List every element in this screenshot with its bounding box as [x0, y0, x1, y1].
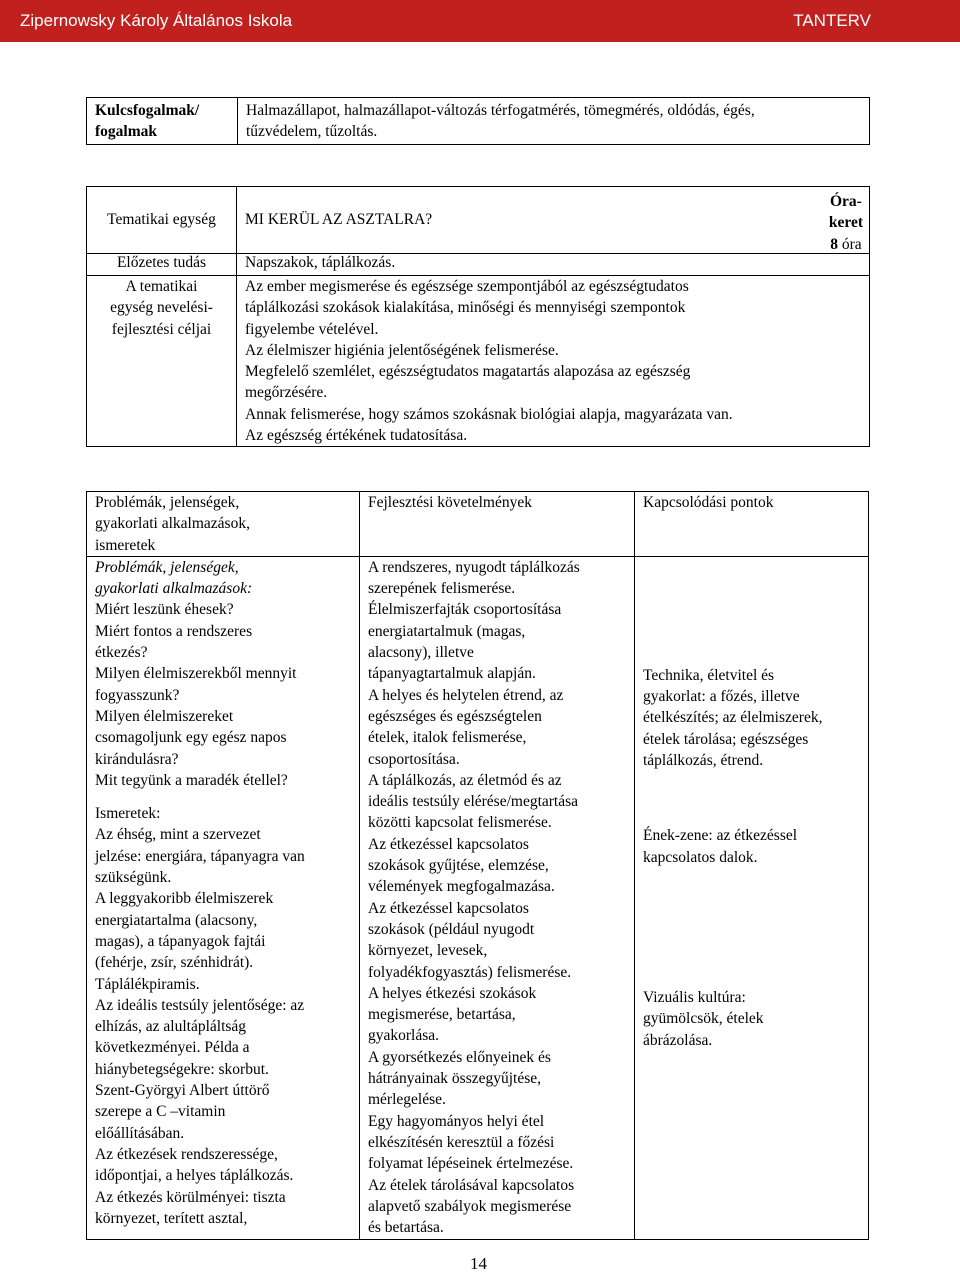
header-line: Kapcsolódási pontok — [643, 494, 774, 511]
requirement-line: Az étkezéssel kapcsolatos — [368, 899, 529, 917]
unit-title: MI KERÜL AZ ASZTALRA? — [245, 211, 433, 228]
problemak-column — [87, 556, 360, 1239]
requirement-line: Az étkezéssel kapcsolatos — [368, 835, 529, 853]
celok-label-line: fejlesztési céljai — [111, 320, 212, 338]
cel-line: táplálkozási szokások kialakítása, minőségi és mennyiségi szempontok — [245, 299, 686, 317]
requirement-line: ideális testsúly elérése/megtartása — [368, 793, 579, 811]
ismeret-line: elhízás, az alultápláltság — [95, 1018, 247, 1036]
document-type: TANTERV — [793, 11, 871, 30]
requirement-line: energiatartalmuk (magas, — [368, 622, 526, 640]
orakeret-hours: 8 — [830, 235, 838, 253]
page-number: 14 — [470, 1254, 487, 1273]
orakeret-label-2: keret — [828, 214, 863, 232]
column-header-fejlesztesi — [360, 492, 635, 557]
elozetes-tudas-value: Napszakok, táplálkozás. — [237, 254, 870, 276]
kulcsfogalmak-value — [238, 98, 870, 145]
question-line: Milyen élelmiszerekből mennyit — [95, 665, 297, 683]
kulcsfogalmak-label — [87, 98, 238, 145]
ismeret-line: magas), a tápanyagok fajtái — [95, 932, 266, 950]
requirement-line: alapvető szabályok megismerése — [368, 1197, 572, 1215]
fejlesztesi-column — [360, 556, 635, 1239]
requirement-line: Élelmiszerfajták csoportosítása — [368, 601, 562, 619]
requirement-line: vélemények megfogalmazása. — [368, 878, 555, 896]
requirement-line: A táplálkozás, az életmód és az — [368, 771, 562, 789]
elozetes-tudas-label: Előzetes tudás — [87, 254, 237, 276]
celok-label-line: egység nevelési- — [110, 299, 213, 317]
ismeret-line: előállításában. — [95, 1124, 185, 1142]
ismeret-line: következményei. Példa a — [95, 1039, 250, 1057]
celok-label-line: A tematikai — [125, 278, 198, 295]
requirement-line: folyadékfogyasztás) felismerése. — [368, 963, 572, 981]
requirement-line: gyakorlása. — [368, 1027, 440, 1045]
requirement-line: mérlegelése. — [368, 1091, 446, 1109]
question-line: Milyen élelmiszereket — [95, 707, 234, 725]
italic-heading: gyakorlati alkalmazások: — [95, 580, 253, 598]
ismeret-line: Táplálékpiramis. — [95, 975, 200, 993]
ismeret-line: A leggyakoribb élelmiszerek — [95, 890, 274, 908]
tematikai-egyseg-table — [86, 186, 870, 447]
ismeretek-label: Ismeretek: — [95, 805, 161, 823]
requirement-line: folyamat lépéseinek értelmezése. — [368, 1155, 574, 1173]
orakeret-label-1: Óra- — [829, 193, 862, 210]
requirement-line: alacsony), illetve — [368, 644, 474, 662]
cel-line: Megfelelő szemlélet, egészségtudatos magatartás alapozása az egészség — [245, 363, 691, 381]
orakeret-unit: óra — [841, 235, 862, 253]
content-table — [86, 491, 869, 1240]
connection-line: ábrázolása. — [643, 1031, 713, 1049]
column-header-problemak — [87, 492, 360, 557]
kulcs-value-line: tűzvédelem, tűzoltás. — [246, 123, 378, 141]
ismeret-line: Szent-Györgyi Albert úttörő — [95, 1082, 270, 1100]
kapcsolodasi-column — [635, 556, 869, 1239]
question-line: étkezés? — [95, 644, 148, 662]
requirement-line: A rendszeres, nyugodt táplálkozás — [368, 558, 580, 576]
question-line: kirándulásra? — [95, 750, 179, 768]
requirement-line: ételek, italok felismerése, — [368, 729, 527, 747]
header-bar — [0, 0, 960, 42]
kulcs-value-line: Halmazállapot, halmazállapot-változás térfogatmérés, tömegmérés, oldódás, égés, — [246, 102, 755, 119]
header-line: Problémák, jelenségek, — [95, 494, 240, 511]
tematikai-egyseg-title-cell — [237, 187, 870, 254]
ismeret-line: szükségünk. — [95, 869, 172, 887]
requirement-line: A helyes étkezési szokások — [368, 984, 537, 1002]
ismeret-line: Az ideális testsúly jelentősége: az — [95, 996, 305, 1014]
ismeret-line: szerepe a C –vitamin — [95, 1103, 226, 1121]
requirement-line: Az ételek tárolásával kapcsolatos — [368, 1176, 575, 1194]
header-line: gyakorlati alkalmazások, — [95, 515, 250, 533]
cel-line: Annak felismerése, hogy számos szokásnak biológiai alapja, magyarázata van. — [245, 405, 733, 423]
kulcs-label-line: fogalmak — [95, 123, 157, 141]
orakeret — [829, 191, 863, 255]
ismeret-line: Az éhség, mint a szervezet — [95, 826, 261, 844]
question-line: csomagoljunk egy egész napos — [95, 729, 287, 747]
celok-value — [237, 276, 870, 447]
requirement-line: A gyorsétkezés előnyeinek és — [368, 1048, 551, 1066]
connection-line: gyümölcsök, ételek — [643, 1010, 764, 1028]
celok-label — [87, 276, 237, 447]
requirement-line: csoportosítása. — [368, 750, 460, 768]
connection-line: Vizuális kultúra: — [643, 988, 746, 1006]
requirement-line: közötti kapcsolat felismerése. — [368, 814, 552, 832]
header-line: ismeretek — [95, 536, 156, 554]
requirement-line: környezet, levesek, — [368, 942, 488, 960]
ismeret-line: (fehérje, zsír, szénhidrát). — [95, 954, 254, 972]
cel-line: Az egészség értékének tudatosítása. — [245, 427, 468, 445]
ismeret-line: jelzése: energiára, tápanyagra van — [95, 847, 305, 865]
ismeret-line: hiánybetegségekre: skorbut. — [95, 1060, 269, 1078]
school-name: Zipernowsky Károly Általános Iskola — [20, 11, 293, 30]
requirement-line: tápanyagtartalmuk alapján. — [368, 665, 536, 683]
requirement-line: megismerése, betartása, — [368, 1006, 516, 1024]
requirement-line: szerepének felismerése. — [368, 580, 516, 598]
connection-line: ételkészítés; az élelmiszerek, — [643, 709, 823, 727]
connection-line: kapcsolatos dalok. — [643, 848, 758, 866]
kulcsfogalmak-table — [86, 97, 870, 145]
ismeret-line: környezet, terített asztal, — [95, 1209, 248, 1227]
kulcs-label-line: Kulcsfogalmak/ — [95, 102, 200, 119]
ismeret-line: Az étkezés körülményei: tiszta — [95, 1188, 286, 1206]
cel-line: Az élelmiszer higiénia jelentőségének felismerése. — [245, 341, 559, 359]
connection-line: ételek tárolása; egészséges — [643, 730, 809, 748]
ismeret-line: időpontjai, a helyes táplálkozás. — [95, 1167, 294, 1185]
requirement-line: hátrányainak összegyűjtése, — [368, 1070, 542, 1088]
requirement-line: elkészítésén keresztül a főzési — [368, 1133, 555, 1151]
question-line: fogyasszunk? — [95, 686, 180, 704]
requirement-line: egészséges és egészségtelen — [368, 707, 542, 725]
cel-line: megőrzésére. — [245, 384, 328, 402]
question-line: Miért fontos a rendszeres — [95, 622, 253, 640]
connection-line: Ének-zene: az étkezéssel — [643, 827, 798, 845]
column-header-kapcsolodasi — [635, 492, 869, 557]
ismeret-line: Az étkezések rendszeressége, — [95, 1145, 278, 1163]
requirement-line: Egy hagyományos helyi étel — [368, 1112, 545, 1130]
question-line: Miért leszünk éhesek? — [95, 601, 234, 619]
ismeret-line: energiatartalma (alacsony, — [95, 911, 258, 929]
connection-line: gyakorlat: a főzés, illetve — [643, 688, 800, 706]
cel-line: Az ember megismerése és egészsége szempontjából az egészségtudatos — [245, 278, 689, 295]
cel-line: figyelembe vételével. — [245, 320, 379, 338]
requirement-line: szokások (például nyugodt — [368, 920, 535, 938]
requirement-line: és betartása. — [368, 1219, 444, 1237]
header-line: Fejlesztési követelmények — [368, 494, 532, 511]
requirement-line: A helyes és helytelen étrend, az — [368, 686, 564, 704]
connection-line: táplálkozás, étrend. — [643, 752, 764, 770]
italic-heading: Problémák, jelenségek, — [95, 558, 239, 576]
connection-line: Technika, életvitel és — [643, 666, 775, 684]
question-line: Mit tegyünk a maradék étellel? — [95, 771, 288, 789]
tematikai-egyseg-label: Tematikai egység — [87, 187, 237, 254]
requirement-line: szokások gyűjtése, elemzése, — [368, 857, 549, 875]
